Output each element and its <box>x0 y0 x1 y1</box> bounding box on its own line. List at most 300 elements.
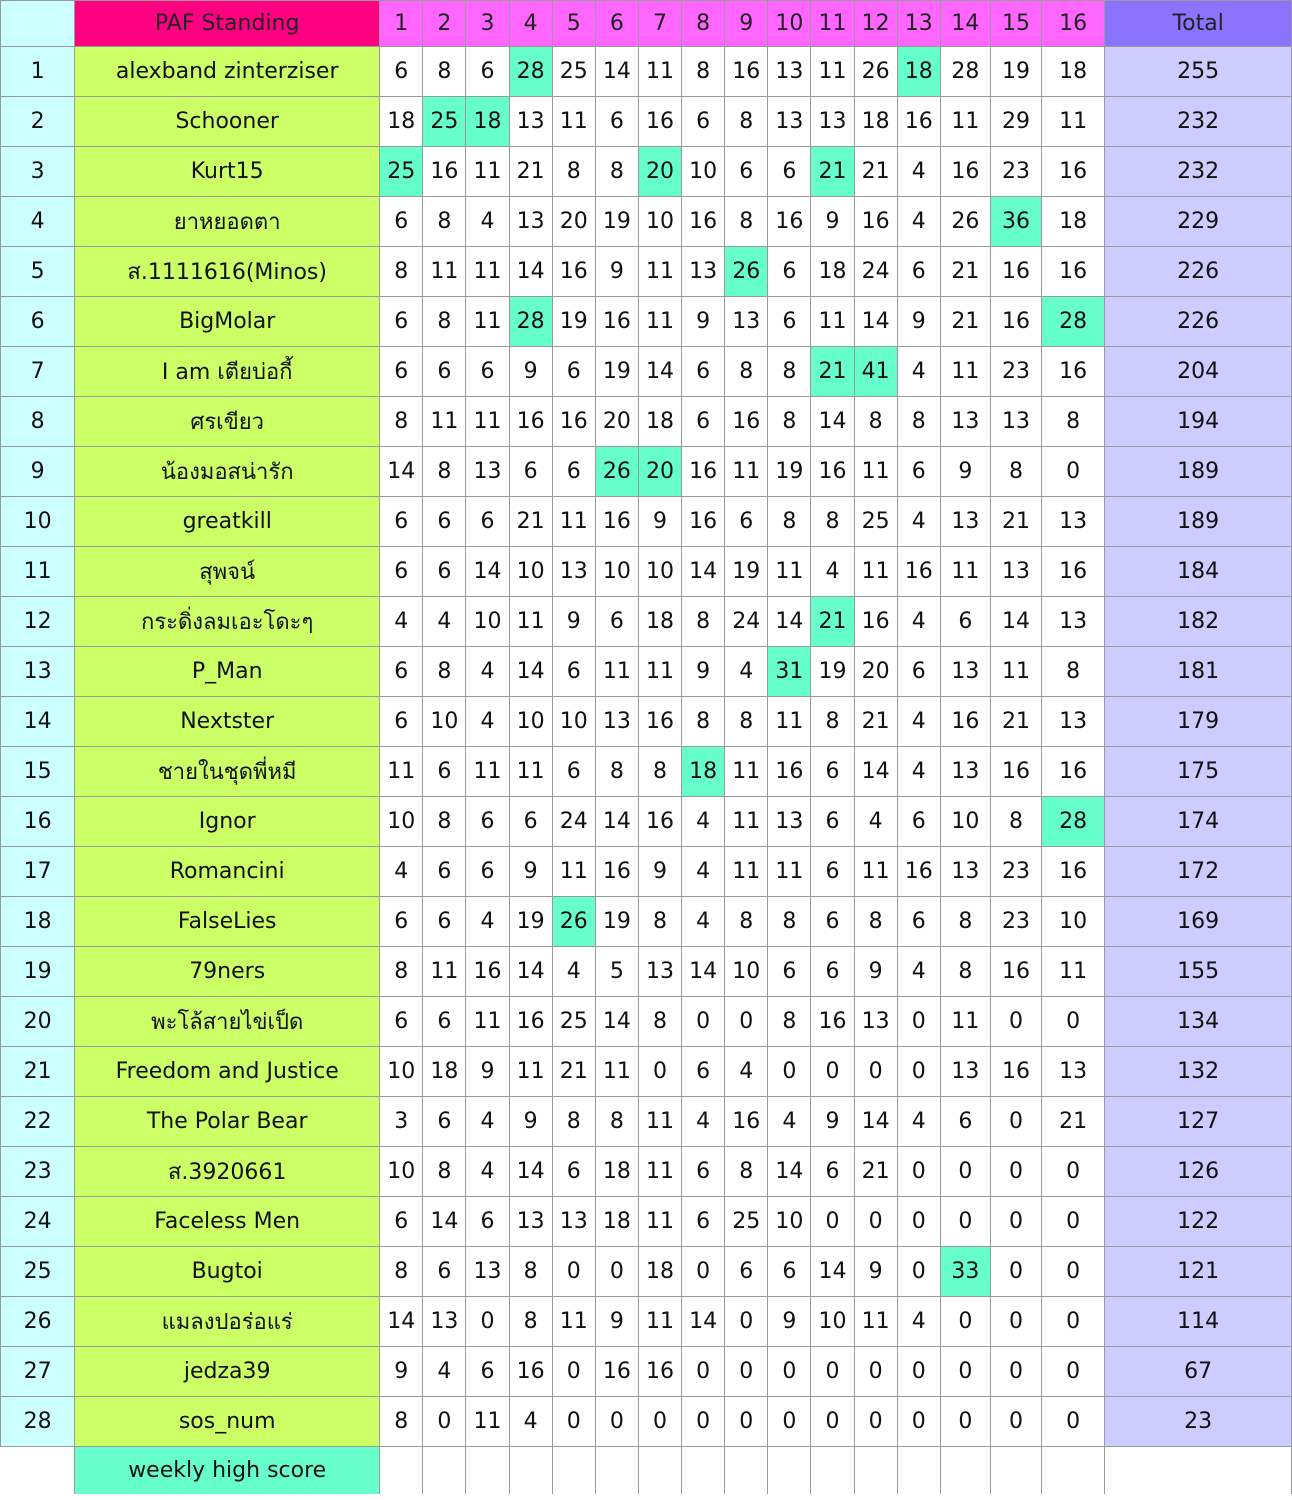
score-cell: 8 <box>423 647 466 697</box>
score-cell: 16 <box>897 97 940 147</box>
score-cell: 16 <box>423 147 466 197</box>
score-cell: 19 <box>990 47 1041 97</box>
table-row <box>1 97 1292 147</box>
score-cell: 16 <box>595 847 638 897</box>
table-row <box>1 547 1292 597</box>
score-cell: 0 <box>811 1397 854 1447</box>
score-cell: 8 <box>768 897 811 947</box>
player-name-cell: Nextster <box>75 697 380 747</box>
score-cell: 9 <box>380 1347 423 1397</box>
score-cell: 0 <box>940 1297 990 1347</box>
score-cell: 11 <box>595 647 638 697</box>
footer-blank-cell <box>466 1447 509 1495</box>
footer-blank-cell <box>380 1447 423 1495</box>
score-cell: 9 <box>768 1297 811 1347</box>
weekly-high-score-cell: 28 <box>509 47 552 97</box>
player-name-cell: sos_num <box>75 1397 380 1447</box>
score-cell: 9 <box>854 1247 897 1297</box>
score-cell: 0 <box>990 1097 1041 1147</box>
score-cell: 14 <box>380 447 423 497</box>
score-cell: 0 <box>1042 1147 1105 1197</box>
score-cell: 0 <box>1042 1297 1105 1347</box>
score-cell: 11 <box>768 847 811 897</box>
score-cell: 0 <box>1042 447 1105 497</box>
score-cell: 0 <box>854 1347 897 1397</box>
score-cell: 6 <box>811 847 854 897</box>
score-cell: 6 <box>423 847 466 897</box>
score-cell: 10 <box>725 947 768 997</box>
score-cell: 6 <box>380 547 423 597</box>
weekly-high-score-cell: 20 <box>638 447 681 497</box>
score-cell: 18 <box>638 597 681 647</box>
score-cell: 19 <box>725 547 768 597</box>
legend-high-score: weekly high score <box>75 1447 380 1495</box>
score-cell: 11 <box>638 1297 681 1347</box>
score-cell: 13 <box>940 747 990 797</box>
table-row <box>1 147 1292 197</box>
score-cell: 9 <box>897 297 940 347</box>
score-cell: 0 <box>854 1047 897 1097</box>
score-cell: 14 <box>423 1197 466 1247</box>
player-name-cell: I am เตียบ่อกี้ <box>75 347 380 397</box>
score-cell: 21 <box>854 147 897 197</box>
score-cell: 14 <box>380 1297 423 1347</box>
score-cell: 16 <box>897 847 940 897</box>
score-cell: 6 <box>509 797 552 847</box>
score-cell: 6 <box>897 447 940 497</box>
score-cell: 11 <box>466 247 509 297</box>
score-cell: 11 <box>990 647 1041 697</box>
score-cell: 11 <box>466 747 509 797</box>
score-cell: 10 <box>682 147 725 197</box>
score-cell: 6 <box>466 47 509 97</box>
score-cell: 0 <box>552 1397 595 1447</box>
player-name-cell: Ignor <box>75 797 380 847</box>
player-name-cell: Romancini <box>75 847 380 897</box>
score-cell: 24 <box>725 597 768 647</box>
score-cell: 4 <box>768 1097 811 1147</box>
table-row <box>1 47 1292 97</box>
score-cell: 14 <box>595 47 638 97</box>
footer-blank-cell <box>768 1447 811 1495</box>
score-cell: 13 <box>638 947 681 997</box>
score-cell: 4 <box>897 497 940 547</box>
rank-cell: 24 <box>1 1197 75 1247</box>
score-cell: 10 <box>768 1197 811 1247</box>
score-cell: 11 <box>552 497 595 547</box>
score-cell: 11 <box>725 797 768 847</box>
score-cell: 11 <box>466 397 509 447</box>
score-cell: 0 <box>897 1397 940 1447</box>
rank-cell: 18 <box>1 897 75 947</box>
score-cell: 6 <box>423 897 466 947</box>
table-row <box>1 997 1292 1047</box>
score-cell: 16 <box>854 597 897 647</box>
score-cell: 21 <box>509 497 552 547</box>
total-cell: 23 <box>1105 1397 1292 1447</box>
score-cell: 8 <box>811 497 854 547</box>
week-header-15: 15 <box>990 1 1041 47</box>
total-cell: 121 <box>1105 1247 1292 1297</box>
score-cell: 6 <box>811 1147 854 1197</box>
score-cell: 25 <box>725 1197 768 1247</box>
score-cell: 13 <box>940 497 990 547</box>
score-cell: 14 <box>768 1147 811 1197</box>
week-header-10: 10 <box>768 1 811 47</box>
footer-blank-cell <box>509 1447 552 1495</box>
score-cell: 11 <box>1042 947 1105 997</box>
score-cell: 6 <box>466 847 509 897</box>
score-cell: 21 <box>854 697 897 747</box>
score-cell: 10 <box>638 197 681 247</box>
score-cell: 6 <box>423 997 466 1047</box>
score-cell: 11 <box>638 1197 681 1247</box>
footer-blank-cell <box>811 1447 854 1495</box>
score-cell: 16 <box>1042 347 1105 397</box>
score-cell: 16 <box>638 97 681 147</box>
score-cell: 11 <box>940 997 990 1047</box>
week-header-2: 2 <box>423 1 466 47</box>
score-cell: 16 <box>940 697 990 747</box>
table-row <box>1 497 1292 547</box>
score-cell: 13 <box>682 247 725 297</box>
week-header-1: 1 <box>380 1 423 47</box>
score-cell: 8 <box>423 447 466 497</box>
weekly-high-score-cell: 18 <box>897 47 940 97</box>
score-cell: 16 <box>990 247 1041 297</box>
score-cell: 4 <box>423 1347 466 1397</box>
score-cell: 0 <box>897 1147 940 1197</box>
score-cell: 6 <box>380 997 423 1047</box>
total-cell: 172 <box>1105 847 1292 897</box>
score-cell: 11 <box>768 697 811 747</box>
score-cell: 6 <box>552 647 595 697</box>
score-cell: 14 <box>509 247 552 297</box>
weekly-high-score-cell: 25 <box>380 147 423 197</box>
total-cell: 255 <box>1105 47 1292 97</box>
score-cell: 4 <box>682 847 725 897</box>
score-cell: 10 <box>638 547 681 597</box>
score-cell: 8 <box>638 747 681 797</box>
score-cell: 6 <box>423 747 466 797</box>
score-cell: 14 <box>509 1147 552 1197</box>
score-cell: 6 <box>940 1097 990 1147</box>
score-cell: 4 <box>854 797 897 847</box>
footer-blank-cell <box>940 1447 990 1495</box>
score-cell: 6 <box>466 497 509 547</box>
score-cell: 0 <box>682 1397 725 1447</box>
rank-cell: 22 <box>1 1097 75 1147</box>
score-cell: 23 <box>990 347 1041 397</box>
rank-cell: 23 <box>1 1147 75 1197</box>
score-cell: 11 <box>811 47 854 97</box>
score-cell: 10 <box>423 697 466 747</box>
header-row <box>1 1 1292 47</box>
weekly-high-score-cell: 21 <box>811 347 854 397</box>
table-row <box>1 647 1292 697</box>
player-name-cell: alexband zinterziser <box>75 47 380 97</box>
score-cell: 6 <box>595 97 638 147</box>
score-cell: 11 <box>423 397 466 447</box>
score-cell: 8 <box>423 297 466 347</box>
score-cell: 6 <box>552 747 595 797</box>
score-cell: 0 <box>811 1047 854 1097</box>
score-cell: 10 <box>552 697 595 747</box>
score-cell: 19 <box>552 297 595 347</box>
score-cell: 0 <box>768 1047 811 1097</box>
score-cell: 8 <box>725 347 768 397</box>
score-cell: 11 <box>595 1047 638 1097</box>
score-cell: 29 <box>990 97 1041 147</box>
score-cell: 11 <box>466 997 509 1047</box>
score-cell: 14 <box>466 547 509 597</box>
score-cell: 14 <box>682 947 725 997</box>
total-cell: 174 <box>1105 797 1292 847</box>
total-cell: 175 <box>1105 747 1292 797</box>
score-cell: 6 <box>940 597 990 647</box>
score-cell: 16 <box>1042 147 1105 197</box>
score-cell: 14 <box>854 747 897 797</box>
rank-cell: 15 <box>1 747 75 797</box>
score-cell: 8 <box>854 897 897 947</box>
table-row <box>1 1047 1292 1097</box>
score-cell: 4 <box>725 1047 768 1097</box>
score-cell: 23 <box>990 847 1041 897</box>
score-cell: 13 <box>940 397 990 447</box>
score-cell: 0 <box>811 1197 854 1247</box>
score-cell: 4 <box>466 197 509 247</box>
score-cell: 11 <box>466 1397 509 1447</box>
rank-cell: 20 <box>1 997 75 1047</box>
score-cell: 9 <box>638 847 681 897</box>
total-cell: 134 <box>1105 997 1292 1047</box>
rank-cell: 19 <box>1 947 75 997</box>
score-cell: 6 <box>725 1247 768 1297</box>
score-cell: 13 <box>466 447 509 497</box>
score-cell: 10 <box>380 1147 423 1197</box>
score-cell: 14 <box>682 547 725 597</box>
score-cell: 16 <box>811 997 854 1047</box>
score-cell: 13 <box>990 547 1041 597</box>
player-name-cell: สุพจน์ <box>75 547 380 597</box>
player-name-cell: P_Man <box>75 647 380 697</box>
score-cell: 4 <box>423 597 466 647</box>
player-name-cell: Freedom and Justice <box>75 1047 380 1097</box>
score-cell: 8 <box>682 697 725 747</box>
score-cell: 0 <box>725 1347 768 1397</box>
score-cell: 16 <box>1042 247 1105 297</box>
score-cell: 16 <box>509 397 552 447</box>
player-name-cell: น้องมอสน่ารัก <box>75 447 380 497</box>
score-cell: 14 <box>638 347 681 397</box>
score-cell: 8 <box>940 947 990 997</box>
rank-cell: 16 <box>1 797 75 847</box>
score-cell: 21 <box>940 297 990 347</box>
score-cell: 11 <box>854 447 897 497</box>
rank-cell: 14 <box>1 697 75 747</box>
score-cell: 6 <box>897 797 940 847</box>
score-cell: 13 <box>768 97 811 147</box>
score-cell: 0 <box>990 1397 1041 1447</box>
score-cell: 9 <box>940 447 990 497</box>
footer-blank-cell <box>854 1447 897 1495</box>
score-cell: 6 <box>380 697 423 747</box>
score-cell: 14 <box>595 997 638 1047</box>
score-cell: 6 <box>768 1247 811 1297</box>
rank-cell: 1 <box>1 47 75 97</box>
weekly-high-score-cell: 28 <box>1042 797 1105 847</box>
score-cell: 9 <box>552 597 595 647</box>
score-cell: 11 <box>854 1297 897 1347</box>
score-cell: 6 <box>423 1097 466 1147</box>
score-cell: 6 <box>682 1147 725 1197</box>
score-cell: 11 <box>466 297 509 347</box>
weekly-high-score-cell: 36 <box>990 197 1041 247</box>
score-cell: 13 <box>552 1197 595 1247</box>
score-cell: 0 <box>682 1247 725 1297</box>
score-cell: 0 <box>990 1147 1041 1197</box>
score-cell: 4 <box>380 597 423 647</box>
score-cell: 4 <box>897 597 940 647</box>
score-cell: 13 <box>423 1297 466 1347</box>
score-cell: 4 <box>897 347 940 397</box>
score-cell: 6 <box>768 147 811 197</box>
player-name-cell: Bugtoi <box>75 1247 380 1297</box>
score-cell: 13 <box>552 547 595 597</box>
footer-blank-cell <box>1042 1447 1105 1495</box>
weekly-high-score-cell: 33 <box>940 1247 990 1297</box>
score-cell: 6 <box>725 497 768 547</box>
score-cell: 6 <box>380 897 423 947</box>
score-cell: 9 <box>595 1297 638 1347</box>
table-row <box>1 1397 1292 1447</box>
player-name-cell: jedza39 <box>75 1347 380 1397</box>
score-cell: 6 <box>552 347 595 397</box>
player-name-cell: พะโล้สายไข่เป็ด <box>75 997 380 1047</box>
week-header-4: 4 <box>509 1 552 47</box>
score-cell: 6 <box>682 347 725 397</box>
score-cell: 8 <box>725 897 768 947</box>
score-cell: 0 <box>768 1347 811 1397</box>
score-cell: 13 <box>595 697 638 747</box>
score-cell: 16 <box>990 747 1041 797</box>
score-cell: 8 <box>682 597 725 647</box>
rank-cell: 13 <box>1 647 75 697</box>
score-cell: 19 <box>595 197 638 247</box>
total-cell: 181 <box>1105 647 1292 697</box>
score-cell: 4 <box>552 947 595 997</box>
score-cell: 20 <box>552 197 595 247</box>
score-cell: 8 <box>854 397 897 447</box>
score-cell: 8 <box>897 397 940 447</box>
score-cell: 21 <box>990 497 1041 547</box>
score-cell: 0 <box>682 1347 725 1397</box>
score-cell: 0 <box>990 1347 1041 1397</box>
score-cell: 6 <box>380 47 423 97</box>
score-cell: 16 <box>638 1347 681 1397</box>
score-cell: 8 <box>380 1247 423 1297</box>
week-header-13: 13 <box>897 1 940 47</box>
score-cell: 6 <box>682 97 725 147</box>
score-cell: 0 <box>768 1397 811 1447</box>
weekly-high-score-cell: 21 <box>811 147 854 197</box>
total-cell: 189 <box>1105 447 1292 497</box>
rank-cell: 27 <box>1 1347 75 1397</box>
score-cell: 13 <box>725 297 768 347</box>
score-cell: 19 <box>811 647 854 697</box>
score-cell: 6 <box>380 197 423 247</box>
score-cell: 16 <box>1042 547 1105 597</box>
score-cell: 8 <box>768 997 811 1047</box>
score-cell: 11 <box>854 547 897 597</box>
score-cell: 6 <box>897 247 940 297</box>
score-cell: 0 <box>1042 1247 1105 1297</box>
score-cell: 11 <box>638 1097 681 1147</box>
score-cell: 11 <box>638 647 681 697</box>
player-name-cell: ส.1111616(Minos) <box>75 247 380 297</box>
score-cell: 11 <box>811 297 854 347</box>
score-cell: 10 <box>1042 897 1105 947</box>
score-cell: 13 <box>509 1197 552 1247</box>
score-cell: 0 <box>940 1147 990 1197</box>
score-cell: 0 <box>940 1397 990 1447</box>
footer-blank-cell <box>638 1447 681 1495</box>
score-cell: 6 <box>768 247 811 297</box>
table-row <box>1 447 1292 497</box>
total-cell: 182 <box>1105 597 1292 647</box>
rank-cell: 3 <box>1 147 75 197</box>
score-cell: 4 <box>380 847 423 897</box>
weekly-high-score-cell: 21 <box>811 597 854 647</box>
score-cell: 4 <box>811 547 854 597</box>
score-cell: 13 <box>1042 697 1105 747</box>
score-cell: 16 <box>638 697 681 747</box>
weekly-high-score-cell: 41 <box>854 347 897 397</box>
score-cell: 13 <box>768 47 811 97</box>
score-cell: 8 <box>552 1097 595 1147</box>
rank-cell: 8 <box>1 397 75 447</box>
score-cell: 6 <box>768 947 811 997</box>
score-cell: 8 <box>380 947 423 997</box>
score-cell: 0 <box>595 1247 638 1297</box>
score-cell: 24 <box>854 247 897 297</box>
score-cell: 8 <box>811 697 854 747</box>
footer-blank-cell <box>682 1447 725 1495</box>
score-cell: 0 <box>725 997 768 1047</box>
score-cell: 18 <box>854 97 897 147</box>
score-cell: 18 <box>638 1247 681 1297</box>
score-cell: 4 <box>897 197 940 247</box>
table-row <box>1 597 1292 647</box>
player-name-cell: ชายในชุดพี่หมี <box>75 747 380 797</box>
standings-body <box>1 47 1292 1447</box>
score-cell: 16 <box>854 197 897 247</box>
score-cell: 6 <box>811 947 854 997</box>
player-name-cell: ยาหยอดตา <box>75 197 380 247</box>
score-cell: 23 <box>990 897 1041 947</box>
weekly-high-score-cell: 26 <box>725 247 768 297</box>
score-cell: 28 <box>940 47 990 97</box>
score-cell: 14 <box>854 297 897 347</box>
table-row <box>1 1297 1292 1347</box>
score-cell: 4 <box>897 1097 940 1147</box>
score-cell: 10 <box>940 797 990 847</box>
score-cell: 0 <box>1042 1347 1105 1397</box>
footer-blank-cell <box>990 1447 1041 1495</box>
rank-cell: 26 <box>1 1297 75 1347</box>
rank-cell: 11 <box>1 547 75 597</box>
week-header-7: 7 <box>638 1 681 47</box>
